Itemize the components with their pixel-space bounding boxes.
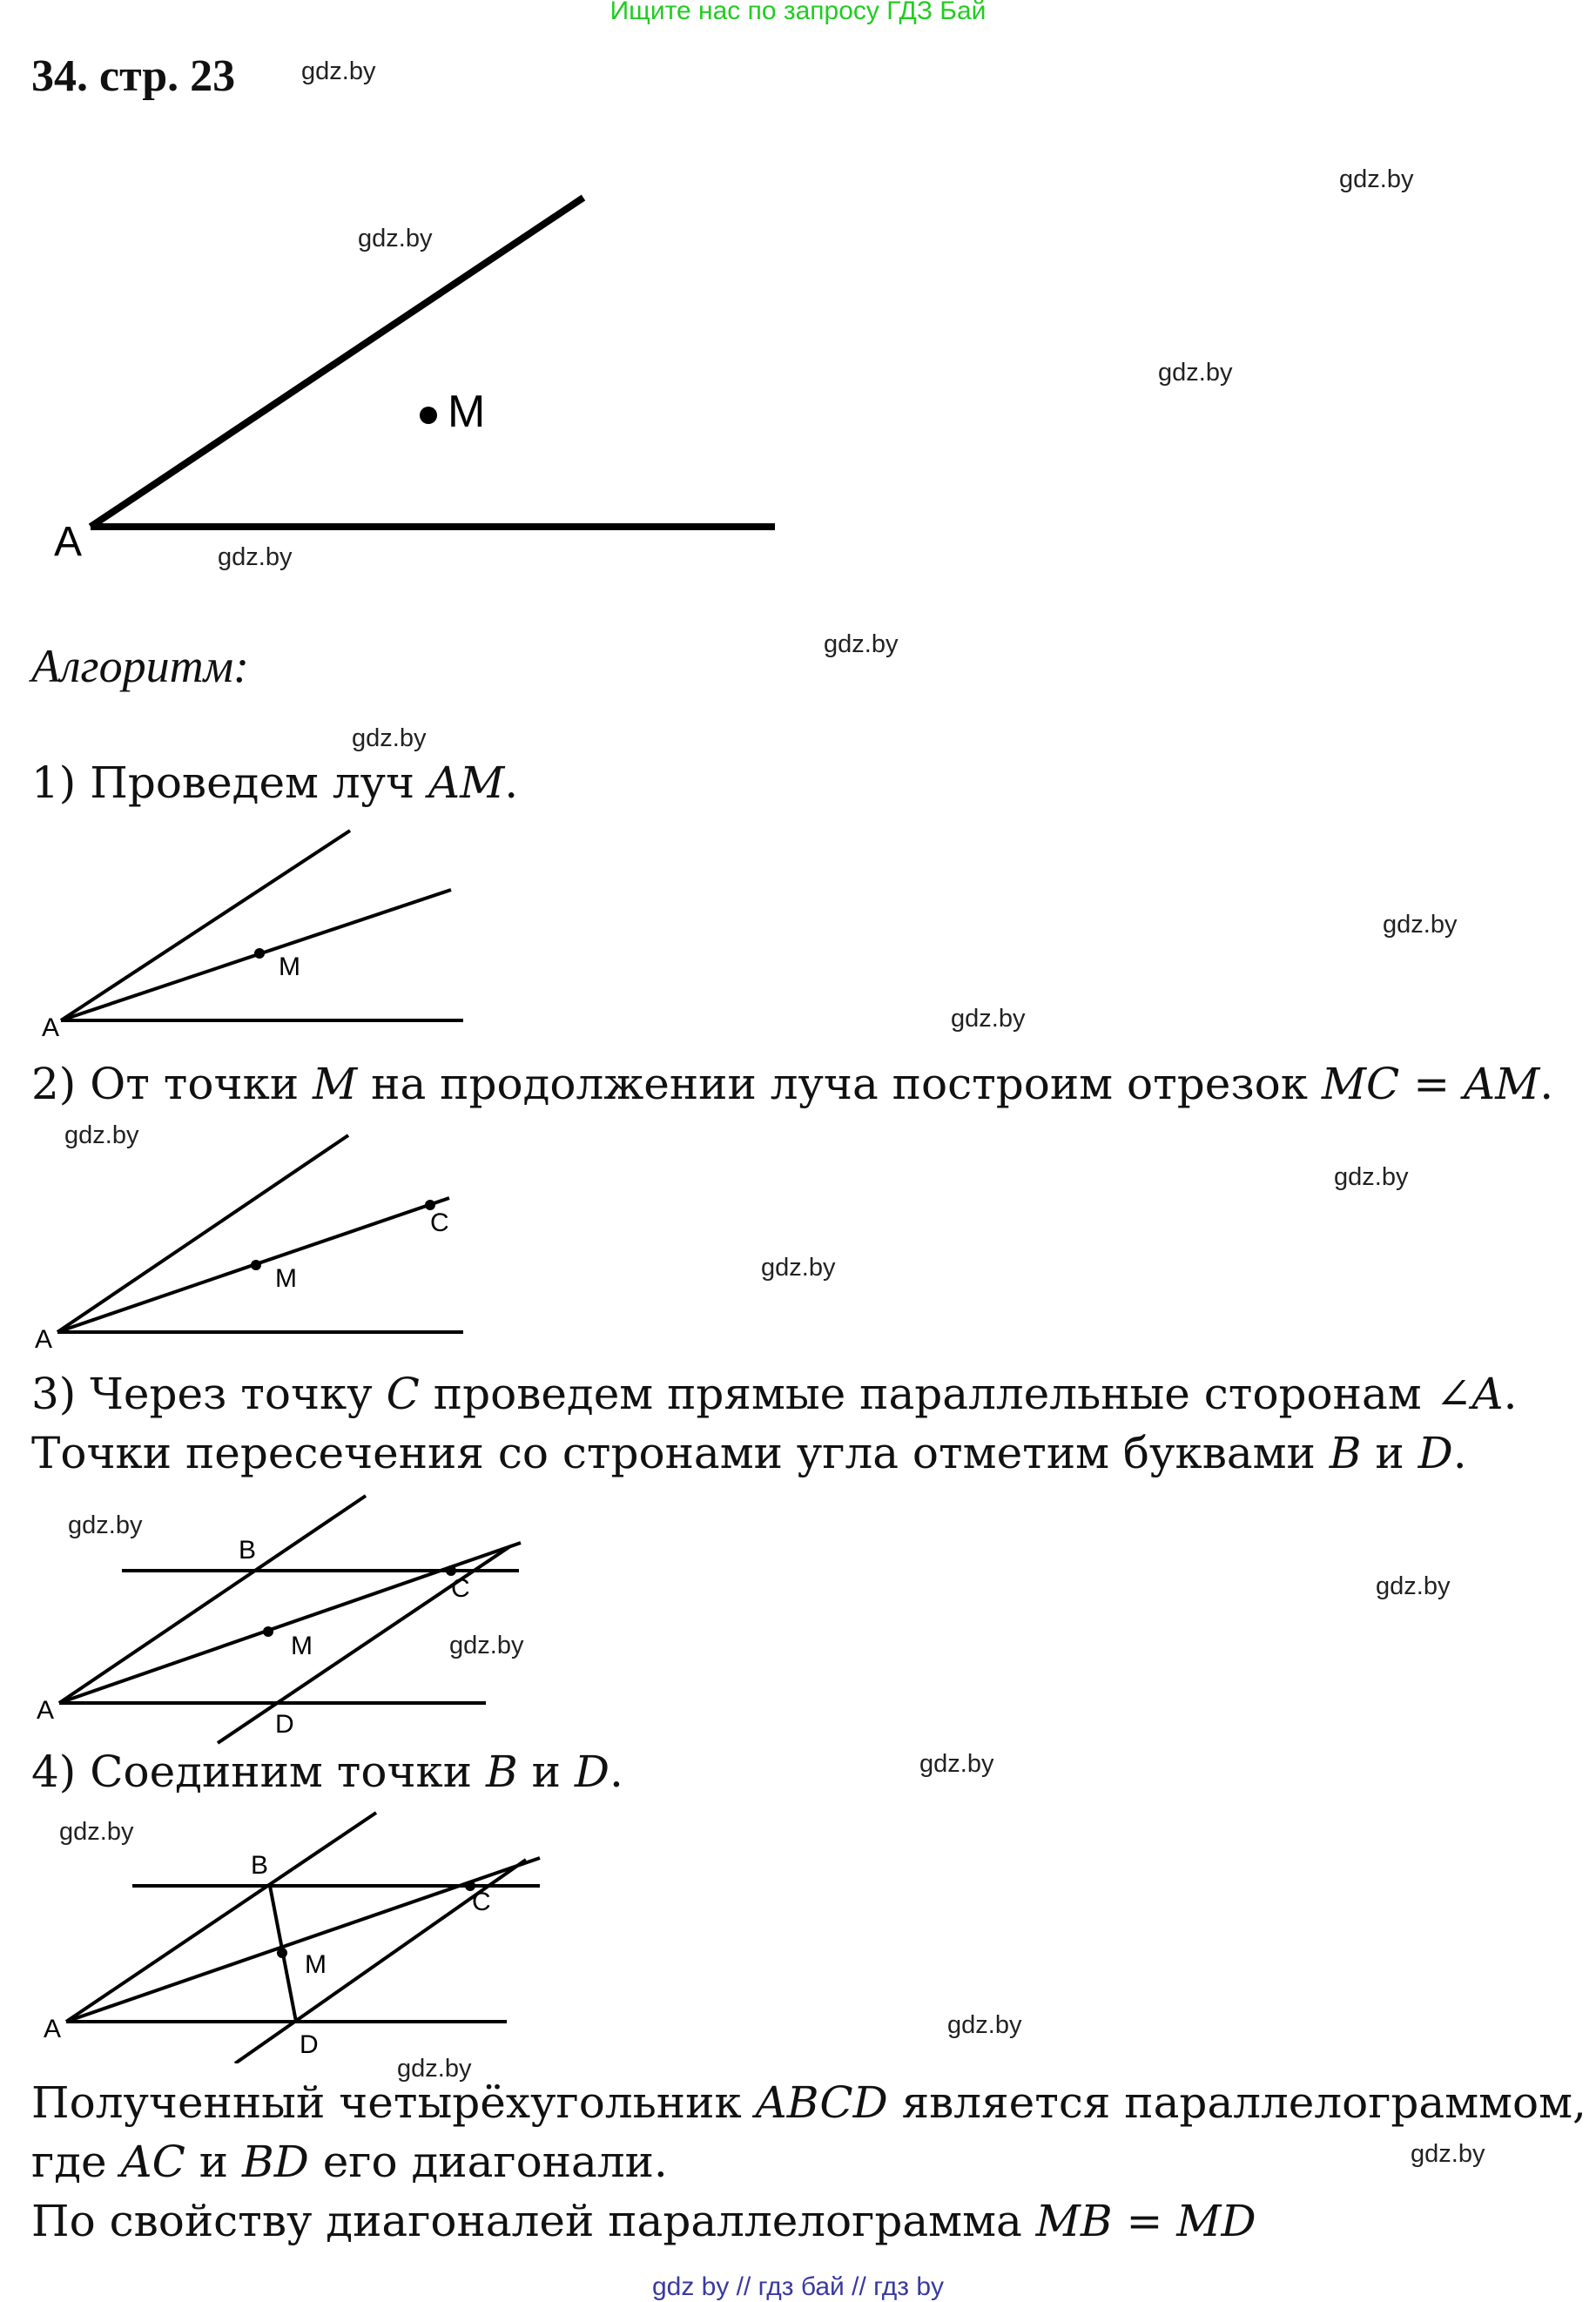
conclusion-line-1: Полученный четырёхугольник ABCD является параллелограммом, <box>31 2077 1586 2128</box>
label-m: M <box>275 1264 297 1293</box>
label-b: B <box>251 1851 269 1880</box>
label-d: D <box>275 1710 294 1739</box>
watermark: gdz.by <box>919 1750 994 1778</box>
label-m: M <box>305 1950 327 1979</box>
watermark: gdz.by <box>1411 2140 1485 2168</box>
figure-step-2 <box>0 1123 488 1350</box>
label-m: M <box>279 952 300 981</box>
watermark: gdz.by <box>352 724 427 752</box>
footer-links[interactable]: gdz by // гдз бай // гдз by <box>651 2272 945 2301</box>
point-m <box>263 1626 273 1637</box>
watermark: gdz.by <box>1158 359 1233 387</box>
figure-step-4 <box>0 1802 557 2063</box>
label-b: B <box>239 1536 257 1565</box>
page-title: 34. стр. 23 <box>31 51 236 101</box>
watermark: gdz.by <box>449 1632 524 1659</box>
watermark: gdz.by <box>68 1511 143 1539</box>
watermark: gdz.by <box>358 225 433 252</box>
step-3-line-1: 3) Через точку C проведем прямые параллельные сторонам ∠A. <box>31 1369 1518 1419</box>
label-a: A <box>44 2015 62 2043</box>
label-d: D <box>300 2030 319 2059</box>
step-2: 2) От точки M на продолжении луча построим отрезок MC = AM. <box>31 1059 1554 1109</box>
angle-figure <box>0 174 818 575</box>
step-4: 4) Соединим точки B и D. <box>31 1747 623 1797</box>
label-c: C <box>472 1888 491 1916</box>
algorithm-heading: Алгоритм: <box>31 640 250 692</box>
top-search-hint[interactable]: Ищите нас по запросу ГДЗ Бай <box>609 0 987 25</box>
conclusion-line-3: По свойству диагоналей параллелограмма MB = MD <box>31 2196 1256 2246</box>
label-c: C <box>451 1574 470 1603</box>
watermark: gdz.by <box>64 1121 139 1149</box>
watermark: gdz.by <box>951 1005 1026 1033</box>
label-c: C <box>430 1208 449 1237</box>
watermark: gdz.by <box>1376 1572 1451 1600</box>
watermark: gdz.by <box>1339 165 1414 193</box>
angle-side-upper <box>91 198 583 527</box>
watermark: gdz.by <box>947 2011 1022 2039</box>
label-m: M <box>291 1632 313 1660</box>
watermark: gdz.by <box>824 630 899 658</box>
point-m <box>277 1948 287 1958</box>
point-m <box>420 407 437 424</box>
label-m: M <box>448 387 486 437</box>
label-a: A <box>42 1013 60 1042</box>
watermark: gdz.by <box>218 543 293 571</box>
point-m <box>251 1260 261 1270</box>
point-m <box>254 948 265 959</box>
watermark: gdz.by <box>1334 1163 1409 1191</box>
watermark: gdz.by <box>1383 911 1458 939</box>
label-a: A <box>37 1696 55 1725</box>
figure-step-1 <box>0 818 488 1045</box>
step-1: 1) Проведем луч AM. <box>31 757 519 808</box>
watermark: gdz.by <box>301 57 376 85</box>
label-a: A <box>54 519 83 565</box>
watermark: gdz.by <box>397 2055 472 2083</box>
label-a: A <box>35 1325 53 1350</box>
watermark: gdz.by <box>59 1818 134 1846</box>
watermark: gdz.by <box>761 1254 836 1282</box>
conclusion-line-2: где AC и BD его диагонали. <box>31 2137 668 2187</box>
step-3-line-2: Точки пересечения со стронами угла отметим буквами B и D. <box>31 1428 1467 1478</box>
figure-step-3 <box>0 1489 540 1750</box>
